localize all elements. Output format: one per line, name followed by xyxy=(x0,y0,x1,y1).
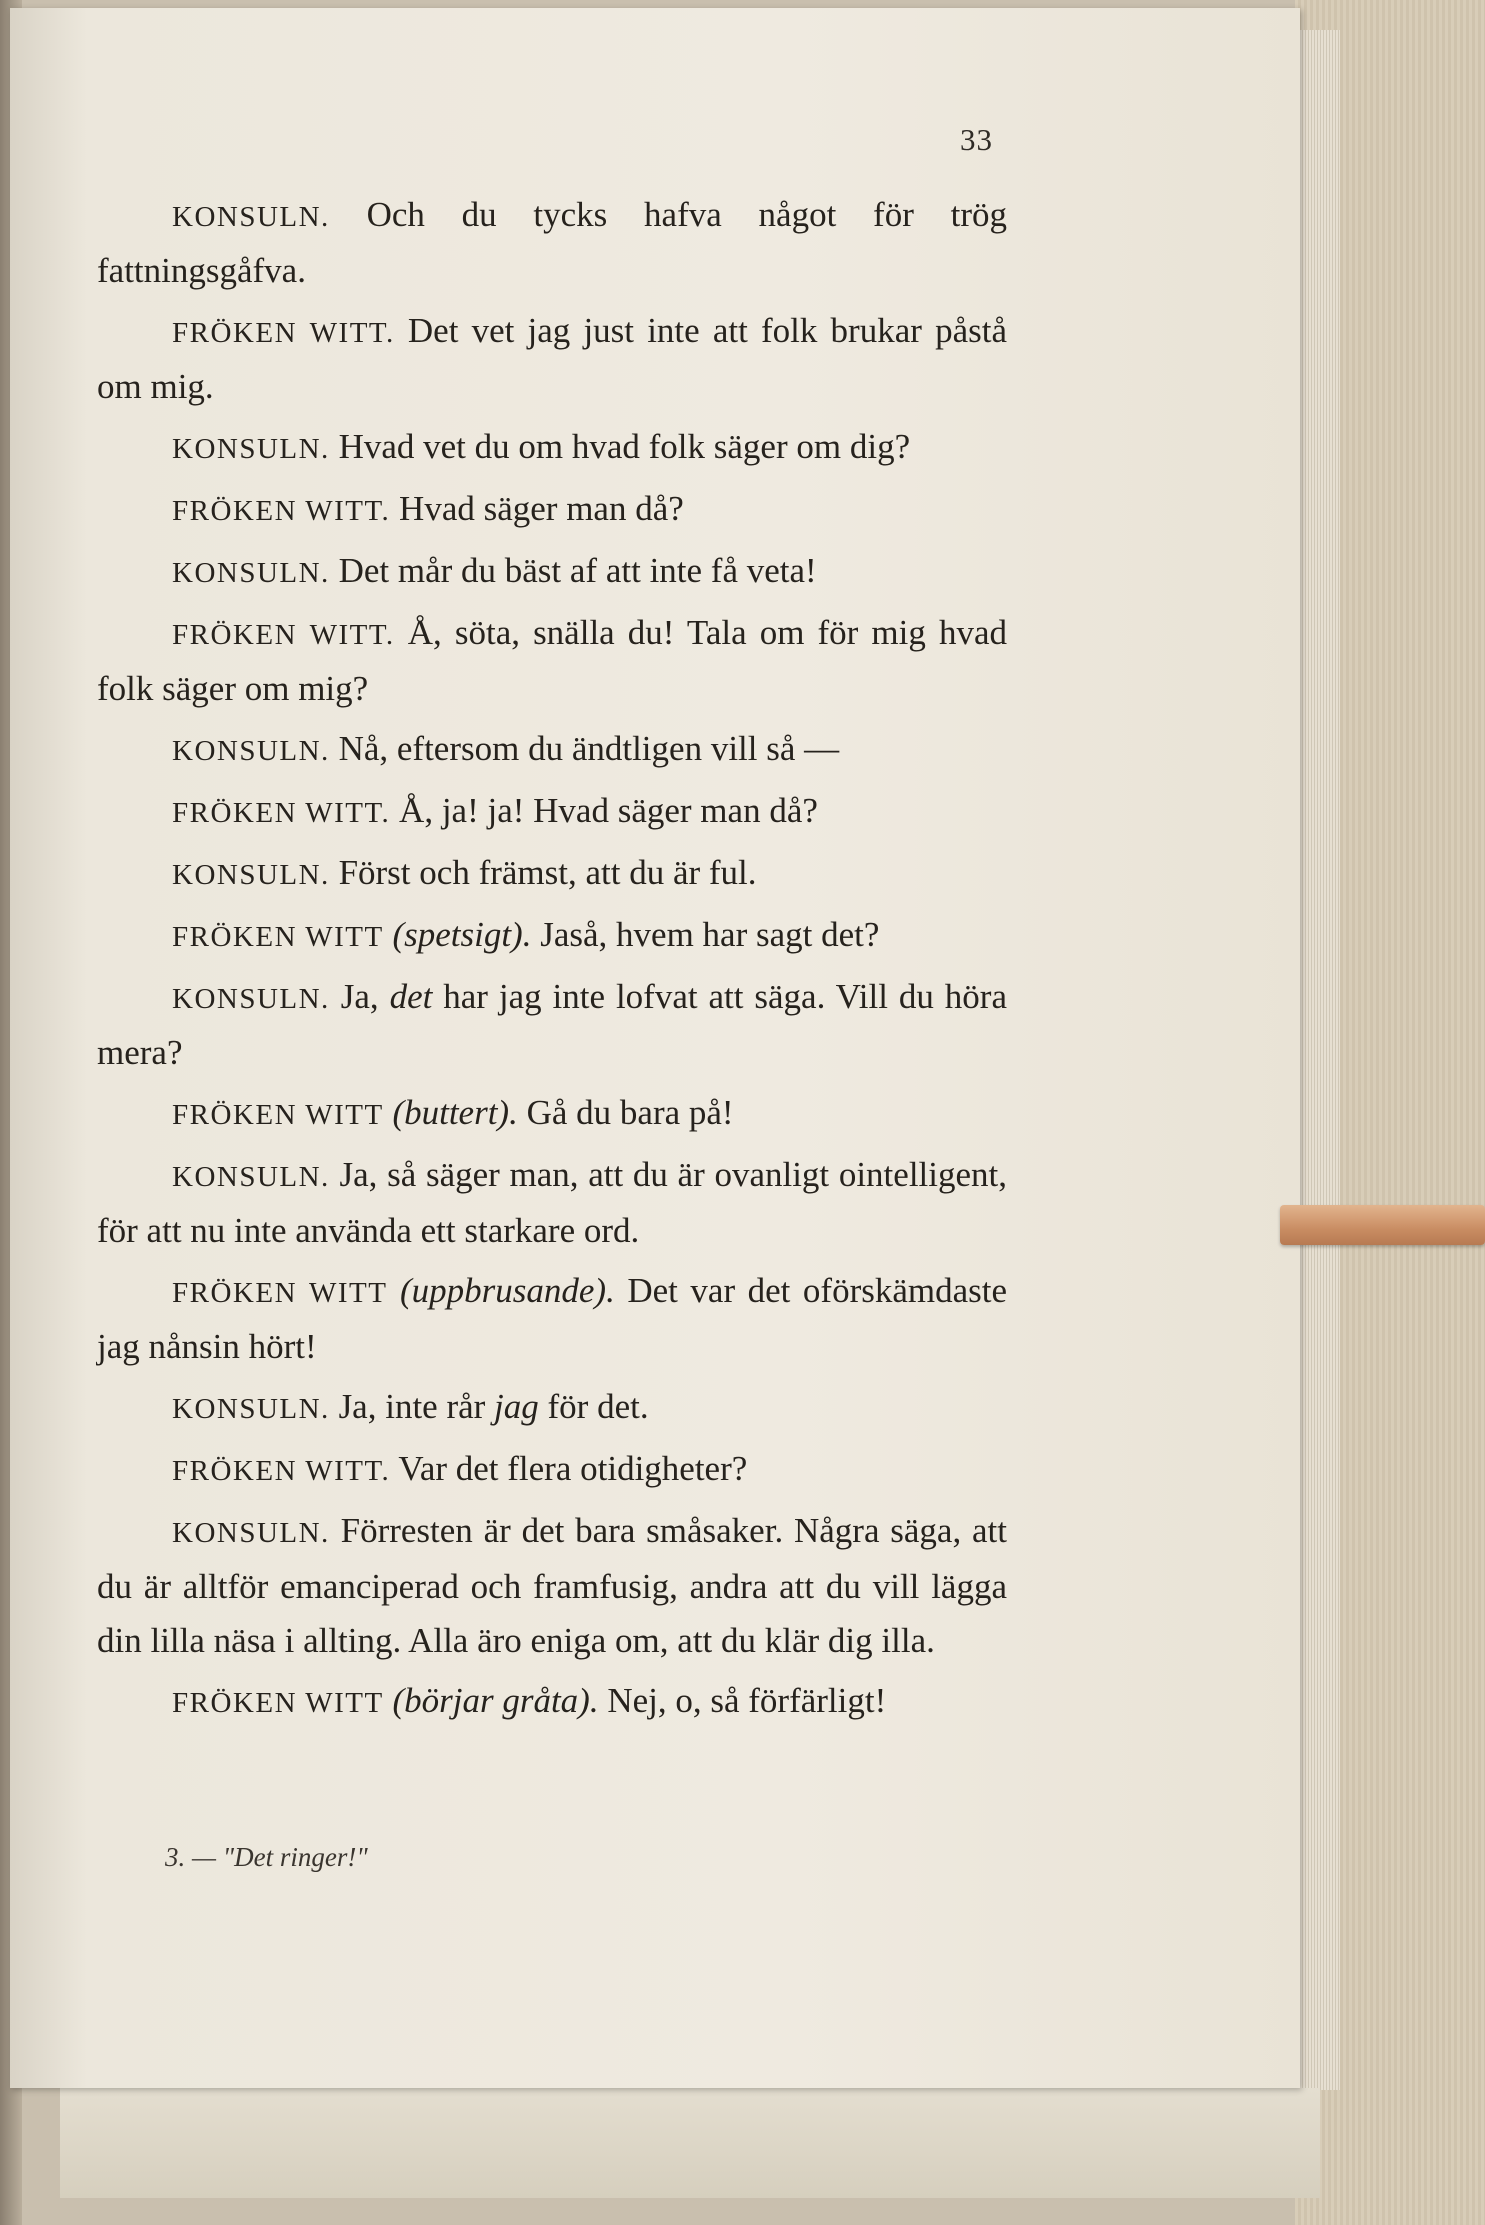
page-footer: 3. — "Det ringer!" xyxy=(165,1842,368,1872)
speech-text: Å, ja! ja! Hvad säger man då? xyxy=(399,791,818,830)
bookmark-ribbon xyxy=(1280,1205,1485,1245)
bottom-page-edge xyxy=(60,2088,1320,2198)
emphasized-word: jag xyxy=(494,1387,539,1426)
speaker-name: KONSULN. xyxy=(172,1161,330,1193)
dialogue-paragraph xyxy=(97,722,1007,778)
speaker-name: KONSULN. xyxy=(172,859,330,891)
dialogue-paragraph xyxy=(97,188,1007,298)
speaker-name: KONSULN. xyxy=(172,1517,330,1549)
speech-text: Det mår du bäst af att inte få veta! xyxy=(338,551,817,590)
speaker-name: FRÖKEN WITT xyxy=(172,1687,384,1719)
speaker-name: KONSULN. xyxy=(172,735,330,767)
speech-text: Förresten är det bara småsaker. Några säga, att du är alltför emanciperad och framfusig, andra att du vill lägga din lilla näsa i allting. Alla äro eniga om, att du klär dig illa. xyxy=(97,1511,1007,1660)
speaker-name: KONSULN. xyxy=(172,201,330,233)
page-number: 33 xyxy=(960,122,993,157)
emphasized-word: det xyxy=(389,977,433,1016)
dialogue-paragraph xyxy=(97,1148,1007,1258)
speaker-name: FRÖKEN WITT. xyxy=(172,797,391,829)
speaker-name: KONSULN. xyxy=(172,983,330,1015)
dialogue-text xyxy=(97,188,1007,1736)
dialogue-paragraph xyxy=(97,544,1007,600)
dialogue-paragraph xyxy=(97,1380,1007,1436)
speech-text: Först och främst, att du är ful. xyxy=(338,853,757,892)
speech-lead: Ja, xyxy=(340,977,379,1016)
speech-text: Nå, eftersom du ändtligen vill så — xyxy=(338,729,840,768)
speaker-name: KONSULN. xyxy=(172,557,330,589)
dialogue-paragraph xyxy=(97,908,1007,964)
speech-text: Nej, o, så förfärligt! xyxy=(607,1681,887,1720)
speech-text: Hvad vet du om hvad folk säger om dig? xyxy=(338,427,911,466)
dialogue-paragraph xyxy=(97,1442,1007,1498)
speaker-name: FRÖKEN WITT xyxy=(172,1277,388,1309)
speech-text: Jaså, hvem har sagt det? xyxy=(540,915,880,954)
speech-text: Hvad säger man då? xyxy=(399,489,684,528)
speech-text: Det vet jag just inte att folk brukar påstå om mig. xyxy=(97,311,1007,406)
dialogue-paragraph xyxy=(97,304,1007,414)
stage-direction: (spetsigt). xyxy=(392,915,532,954)
speech-lead: Ja, inte rår xyxy=(338,1387,486,1426)
dialogue-paragraph xyxy=(97,1264,1007,1374)
speaker-name: FRÖKEN WITT. xyxy=(172,1455,391,1487)
stage-direction: (börjar gråta). xyxy=(392,1681,599,1720)
speaker-name: FRÖKEN WITT xyxy=(172,1099,384,1131)
page-stack-edge xyxy=(1300,30,1340,2090)
speaker-name: FRÖKEN WITT. xyxy=(172,495,391,527)
speaker-name: FRÖKEN WITT. xyxy=(172,317,395,349)
speech-text: Å, söta, snälla du! Tala om för mig hvad folk säger om mig? xyxy=(97,613,1007,708)
dialogue-paragraph xyxy=(97,970,1007,1080)
speech-text: Var det flera otidigheter? xyxy=(398,1449,748,1488)
dialogue-paragraph xyxy=(97,420,1007,476)
speech-text: har jag inte lofvat att säga. Vill du höra mera? xyxy=(97,977,1007,1072)
dialogue-paragraph xyxy=(97,784,1007,840)
stage-direction: (buttert). xyxy=(392,1093,518,1132)
dialogue-paragraph xyxy=(97,846,1007,902)
speech-text: för det. xyxy=(547,1387,649,1426)
speaker-name: FRÖKEN WITT. xyxy=(172,619,395,651)
speech-text: Det var det oförskämdaste jag nånsin hört! xyxy=(97,1271,1008,1366)
speaker-name: KONSULN. xyxy=(172,433,330,465)
dialogue-paragraph xyxy=(97,1674,1007,1730)
dialogue-paragraph xyxy=(97,606,1007,716)
dialogue-paragraph xyxy=(97,482,1007,538)
speech-text: Och du tycks hafva något för trög fattningsgåfva. xyxy=(97,195,1007,290)
dialogue-paragraph xyxy=(97,1086,1007,1142)
speaker-name: FRÖKEN WITT xyxy=(172,921,384,953)
speech-text: Gå du bara på! xyxy=(526,1093,734,1132)
stage-direction: (uppbrusande). xyxy=(400,1271,615,1310)
speaker-name: KONSULN. xyxy=(172,1393,330,1425)
speech-text: Ja, så säger man, att du är ovanligt ointelligent, för att nu inte använda ett starkare ord. xyxy=(97,1155,1008,1250)
dialogue-paragraph xyxy=(97,1504,1007,1668)
